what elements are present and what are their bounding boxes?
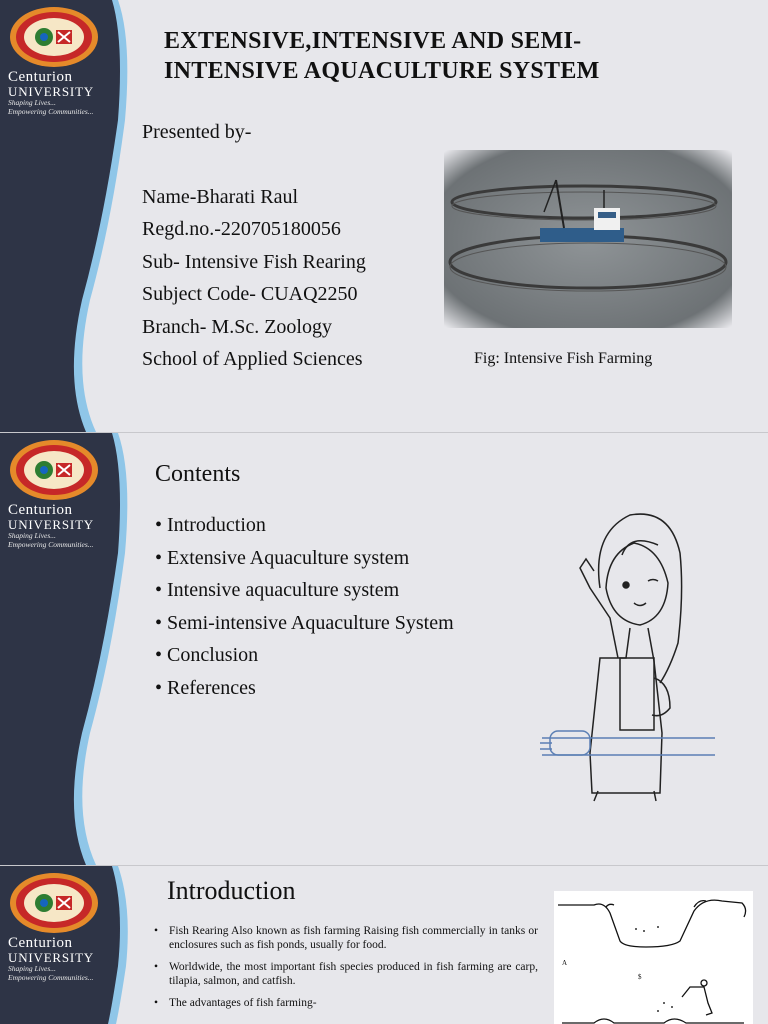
brand-name-line2: UNIVERSITY <box>8 950 94 965</box>
brand-name-line1: Centurion <box>8 69 73 85</box>
list-item: • Semi-intensive Aquaculture System <box>155 607 454 640</box>
list-item: • Conclusion <box>155 639 454 672</box>
brand-tagline-2: Empowering Communities... <box>8 540 94 549</box>
presenter-subject-code: Subject Code- CUAQ2250 <box>142 283 358 305</box>
slide-contents <box>0 433 768 865</box>
introduction-list <box>154 924 538 1018</box>
photo-caption: Fig: Intensive Fish Farming <box>474 350 653 367</box>
list-item: • The advantages of fish farming- <box>154 996 538 1010</box>
presenter-name: Name-Bharati Raul <box>142 185 299 208</box>
girl-illustration <box>530 493 720 803</box>
brand-tagline-1: Shaping Lives... <box>8 531 56 540</box>
presenter-regd: Regd.no.-220705180056 <box>142 218 341 240</box>
university-seal-icon <box>8 439 100 501</box>
brand-name-line1: Centurion <box>8 935 73 951</box>
contents-list <box>155 509 454 704</box>
list-item: • Fish Rearing Also known as fish farming Raising fish commercially in tanks or enclosures such as fish ponds, usually for food. <box>154 924 538 952</box>
university-brand <box>8 70 128 116</box>
pond-diagram <box>554 891 753 1024</box>
title-line-1: EXTENSIVE,INTENSIVE AND SEMI- <box>164 28 582 54</box>
diagram-label-a: A <box>562 959 568 967</box>
presented-by: Presented by- <box>142 121 252 143</box>
brand-name-line2: UNIVERSITY <box>8 517 94 532</box>
contents-heading: Contents <box>155 461 241 487</box>
university-brand <box>8 936 128 982</box>
slide-title <box>0 0 768 432</box>
brand-tagline-1: Shaping Lives... <box>8 964 56 973</box>
list-item: • Introduction <box>155 509 454 542</box>
slide-introduction <box>0 866 768 1024</box>
brand-name-line2: UNIVERSITY <box>8 84 94 99</box>
university-brand <box>8 503 128 549</box>
presenter-info <box>142 116 366 376</box>
presenter-branch: Branch- M.Sc. Zoology <box>142 315 332 338</box>
fish-farm-photo <box>444 150 732 328</box>
brand-tagline-1: Shaping Lives... <box>8 98 56 107</box>
brand-tagline-2: Empowering Communities... <box>8 107 94 116</box>
brand-tagline-2: Empowering Communities... <box>8 973 94 982</box>
presenter-school: School of Applied Sciences <box>142 348 363 370</box>
presenter-subject: Sub- Intensive Fish Rearing <box>142 250 366 273</box>
title-line-2: INTENSIVE AQUACULTURE SYSTEM <box>164 58 600 84</box>
list-item: • Intensive aquaculture system <box>155 574 454 607</box>
list-item: • Worldwide, the most important fish species produced in fish farming are carp, tilapia, salmon, and catfish. <box>154 960 538 988</box>
slide-title-heading <box>164 26 724 86</box>
list-item: • References <box>155 672 454 705</box>
brand-name-line1: Centurion <box>8 502 73 518</box>
university-seal-icon <box>8 872 100 934</box>
university-seal-icon <box>8 6 100 68</box>
introduction-heading: Introduction <box>167 876 296 905</box>
diagram-label-b: $ <box>638 973 642 981</box>
list-item: • Extensive Aquaculture system <box>155 542 454 575</box>
